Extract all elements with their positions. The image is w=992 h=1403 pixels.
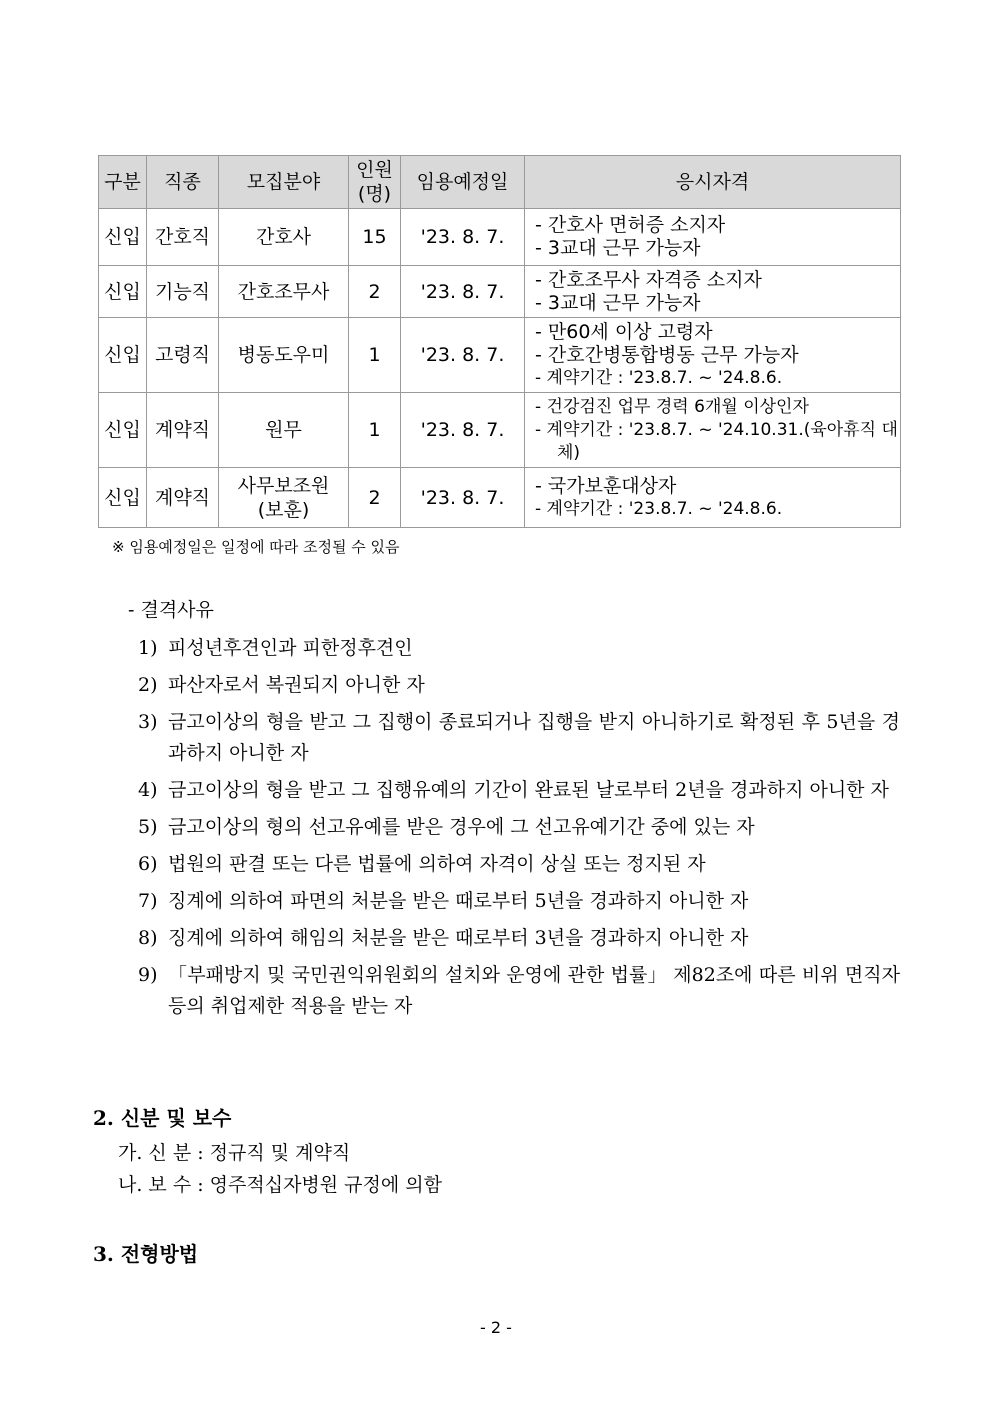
cell-qualification (525, 393, 901, 468)
item-number: 7) (138, 890, 158, 912)
cell-count: 2 (349, 266, 401, 318)
cell-date: '23. 8. 7. (401, 393, 525, 468)
item-number: 9) (138, 964, 158, 986)
cell-count: 2 (349, 468, 401, 528)
section3-title: 3. 전형방법 (93, 1242, 199, 1266)
item-text: 금고이상의 형의 선고유예를 받은 경우에 그 선고유예기간 중에 있는 자 (168, 816, 755, 838)
table-row (99, 266, 901, 318)
section2-pay: 나. 보 수 : 영주적십자병원 규정에 의함 (118, 1174, 442, 1196)
table-header-row (99, 156, 901, 209)
qualification-line: - 3교대 근무 가능자 (535, 237, 701, 259)
qualification-line: - 간호간병통합병동 근무 가능자 (535, 343, 799, 366)
cell-job: 계약직 (147, 468, 219, 528)
cell-qualification (525, 266, 901, 318)
header-job: 직종 (147, 156, 219, 209)
cell-field: 간호사 (219, 209, 349, 266)
list-item (128, 960, 900, 1022)
item-text: 파산자로서 복권되지 아니한 자 (168, 674, 425, 696)
item-text: 징계에 의하여 해임의 처분을 받은 때로부터 3년을 경과하지 아니한 자 (168, 927, 749, 949)
header-qualification: 응시자격 (525, 156, 901, 209)
cell-date: '23. 8. 7. (401, 209, 525, 266)
cell-count: 15 (349, 209, 401, 266)
table-row (99, 209, 901, 266)
qualification-line: - 국가보훈대상자 (535, 474, 677, 497)
cell-count: 1 (349, 393, 401, 468)
list-item (128, 923, 900, 954)
item-number: 5) (138, 816, 158, 838)
list-item (128, 775, 900, 806)
qualification-line: - 3교대 근무 가능자 (535, 291, 701, 314)
header-type: 구분 (99, 156, 147, 209)
item-text: 「부패방지 및 국민권익위원회의 설치와 운영에 관한 법률」 제82조에 따른 비위 면직자 등의 취업제한 적용을 받는 자 (168, 964, 900, 1017)
item-number: 1) (138, 637, 158, 659)
cell-qualification (525, 318, 901, 393)
qualification-line: - 간호조무사 자격증 소지자 (535, 268, 762, 291)
header-date: 임용예정일 (401, 156, 525, 209)
qualification-line: - 만60세 이상 고령자 (535, 320, 713, 343)
list-item (128, 707, 900, 769)
qualification-line: - 간호사 면허증 소지자 (535, 214, 726, 236)
list-item (128, 812, 900, 843)
table-row (99, 468, 901, 528)
disqualification-heading: - 결격사유 (128, 599, 214, 621)
cell-field: 병동도우미 (219, 318, 349, 393)
item-text: 법원의 판결 또는 다른 법률에 의하여 자격이 상실 또는 정지된 자 (168, 853, 706, 875)
cell-field: 원무 (219, 393, 349, 468)
item-number: 8) (138, 927, 158, 949)
cell-job: 계약직 (147, 393, 219, 468)
cell-date: '23. 8. 7. (401, 266, 525, 318)
qualification-line: - 계약기간 : '23.8.7. ~ '24.8.6. (535, 367, 783, 388)
cell-job: 기능직 (147, 266, 219, 318)
list-item (128, 849, 900, 880)
item-text: 금고이상의 형을 받고 그 집행유예의 기간이 완료된 날로부터 2년을 경과하지 아니한 자 (168, 779, 889, 801)
qualification-line: - 계약기간 : '23.8.7. ~ '24.8.6. (535, 498, 783, 519)
list-item (128, 633, 900, 664)
qualification-line: - 계약기간 : '23.8.7. ~ '24.10.31.(육아휴직 대체) (535, 419, 898, 463)
item-number: 3) (138, 711, 158, 733)
cell-count: 1 (349, 318, 401, 393)
header-field: 모집분야 (219, 156, 349, 209)
cell-date: '23. 8. 7. (401, 468, 525, 528)
item-number: 4) (138, 779, 158, 801)
page-number: - 2 - (480, 1318, 512, 1337)
cell-type: 신입 (99, 468, 147, 528)
list-item (128, 886, 900, 917)
cell-type: 신입 (99, 393, 147, 468)
table-row (99, 393, 901, 468)
header-count: 인원 (명) (349, 156, 401, 209)
cell-job: 간호직 (147, 209, 219, 266)
cell-qualification (525, 468, 901, 528)
cell-type: 신입 (99, 209, 147, 266)
cell-job: 고령직 (147, 318, 219, 393)
recruitment-table (98, 155, 901, 528)
table-row (99, 318, 901, 393)
qualification-line: - 건강검진 업무 경력 6개월 이상인자 (535, 396, 809, 417)
list-item (128, 670, 900, 701)
cell-qualification (525, 209, 901, 266)
item-number: 2) (138, 674, 158, 696)
item-text: 피성년후견인과 피한정후견인 (168, 637, 413, 659)
cell-date: '23. 8. 7. (401, 318, 525, 393)
item-text: 징계에 의하여 파면의 처분을 받은 때로부터 5년을 경과하지 아니한 자 (168, 890, 749, 912)
section2-title: 2. 신분 및 보수 (93, 1106, 232, 1130)
cell-field: 간호조무사 (219, 266, 349, 318)
item-number: 6) (138, 853, 158, 875)
cell-type: 신입 (99, 318, 147, 393)
section2-status: 가. 신 분 : 정규직 및 계약직 (118, 1142, 351, 1164)
cell-type: 신입 (99, 266, 147, 318)
cell-field: 사무보조원 (보훈) (219, 468, 349, 528)
table-note: ※ 임용예정일은 일정에 따라 조정될 수 있음 (112, 538, 400, 556)
item-text: 금고이상의 형을 받고 그 집행이 종료되거나 집행을 받지 아니하기로 확정된 후 5년을 경과하지 아니한 자 (168, 711, 900, 764)
disqualification-section (128, 597, 900, 1028)
